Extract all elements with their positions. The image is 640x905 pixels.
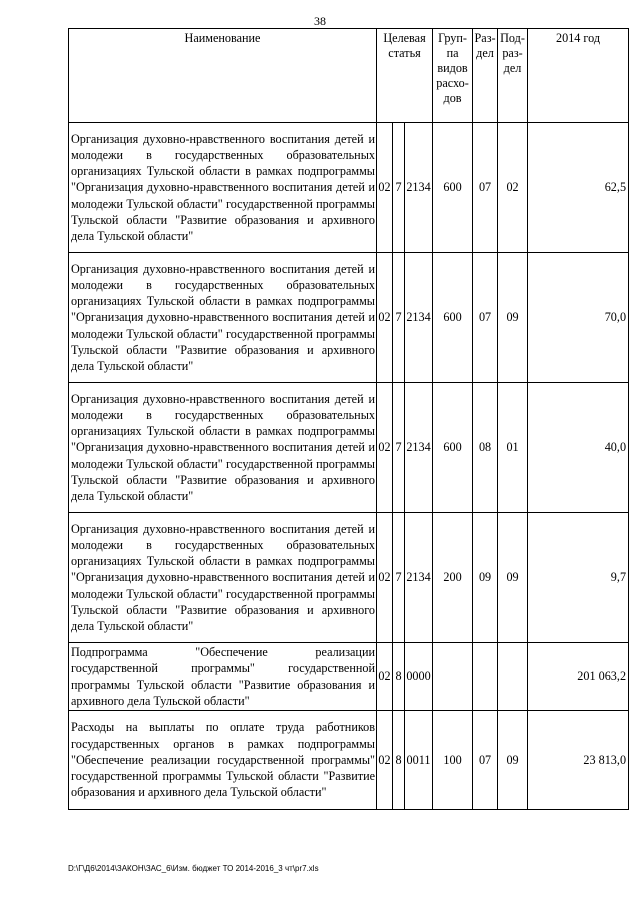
target-code-3: 2134 — [405, 123, 433, 253]
page-number: 38 — [314, 14, 326, 28]
target-code-2: 8 — [393, 643, 405, 711]
expense-group: 600 — [433, 123, 473, 253]
table-row — [69, 123, 629, 253]
target-code-1: 02 — [377, 123, 393, 253]
header-target-article: Целевая статья — [377, 29, 433, 123]
file-path-footer: D:\Г\Д6\2014\ЗАКОН\ЗАС_6\Изм. бюджет ТО 2014-2016_3 чт\pr7.xls — [68, 864, 319, 873]
budget-table — [68, 28, 629, 810]
target-code-3: 2134 — [405, 513, 433, 643]
target-code-1: 02 — [377, 383, 393, 513]
target-code-2: 7 — [393, 513, 405, 643]
expense-group — [433, 643, 473, 711]
expense-group: 200 — [433, 513, 473, 643]
amount: 70,0 — [528, 253, 629, 383]
row-name: Организация духовно-нравственного воспитания детей и молодежи в государственных образовательных организациях Тульской области в рамках подпрограммы "Организация духовно-нравственного воспитания детей и молодежи Тульской области" государственной программы Тульской области "Развитие образования и архивного дела Тульской области" — [69, 123, 377, 253]
header-expense-group: Груп-па видов расхо-дов — [433, 29, 473, 123]
section: 08 — [473, 383, 498, 513]
subsection: 02 — [498, 123, 528, 253]
target-code-2: 8 — [393, 711, 405, 810]
amount: 23 813,0 — [528, 711, 629, 810]
target-code-3: 0000 — [405, 643, 433, 711]
target-code-3: 0011 — [405, 711, 433, 810]
target-code-2: 7 — [393, 383, 405, 513]
target-code-2: 7 — [393, 123, 405, 253]
target-code-1: 02 — [377, 513, 393, 643]
expense-group: 100 — [433, 711, 473, 810]
subsection: 09 — [498, 513, 528, 643]
target-code-1: 02 — [377, 643, 393, 711]
table-row — [69, 383, 629, 513]
target-code-3: 2134 — [405, 253, 433, 383]
header-year: 2014 год — [528, 29, 629, 123]
header-name: Наименование — [69, 29, 377, 123]
table-row — [69, 711, 629, 810]
table-row — [69, 513, 629, 643]
table-header-row — [69, 29, 629, 123]
amount: 40,0 — [528, 383, 629, 513]
target-code-2: 7 — [393, 253, 405, 383]
amount: 62,5 — [528, 123, 629, 253]
target-code-3: 2134 — [405, 383, 433, 513]
row-name: Организация духовно-нравственного воспитания детей и молодежи в государственных образовательных организациях Тульской области в рамках подпрограммы "Организация духовно-нравственного воспитания детей и молодежи Тульской области" государственной программы Тульской области "Развитие образования и архивного дела Тульской области" — [69, 383, 377, 513]
section: 07 — [473, 123, 498, 253]
row-name: Организация духовно-нравственного воспитания детей и молодежи в государственных образовательных организациях Тульской области в рамках подпрограммы "Организация духовно-нравственного воспитания детей и молодежи Тульской области" государственной программы Тульской области "Развитие образования и архивного дела Тульской области" — [69, 513, 377, 643]
header-subsection: Под-раз-дел — [498, 29, 528, 123]
section: 09 — [473, 513, 498, 643]
header-section: Раз-дел — [473, 29, 498, 123]
subsection — [498, 643, 528, 711]
target-code-1: 02 — [377, 253, 393, 383]
section — [473, 643, 498, 711]
amount: 9,7 — [528, 513, 629, 643]
table-row — [69, 253, 629, 383]
subsection: 09 — [498, 253, 528, 383]
table-row — [69, 643, 629, 711]
row-name: Расходы на выплаты по оплате труда работников государственных органов в рамках подпрограммы "Обеспечение реализации государственной программы" государственной программы Тульской области "Развитие образования и архивного дела Тульской области" — [69, 711, 377, 810]
expense-group: 600 — [433, 253, 473, 383]
section: 07 — [473, 253, 498, 383]
amount: 201 063,2 — [528, 643, 629, 711]
subsection: 01 — [498, 383, 528, 513]
section: 07 — [473, 711, 498, 810]
expense-group: 600 — [433, 383, 473, 513]
subsection: 09 — [498, 711, 528, 810]
target-code-1: 02 — [377, 711, 393, 810]
row-name: Подпрограмма "Обеспечение реализации государственной программы" государственной программы Тульской области "Развитие образования и архивного дела Тульской области" — [69, 643, 377, 711]
row-name: Организация духовно-нравственного воспитания детей и молодежи в государственных образовательных организациях Тульской области в рамках подпрограммы "Организация духовно-нравственного воспитания детей и молодежи Тульской области" государственной программы Тульской области "Развитие образования и архивного дела Тульской области" — [69, 253, 377, 383]
